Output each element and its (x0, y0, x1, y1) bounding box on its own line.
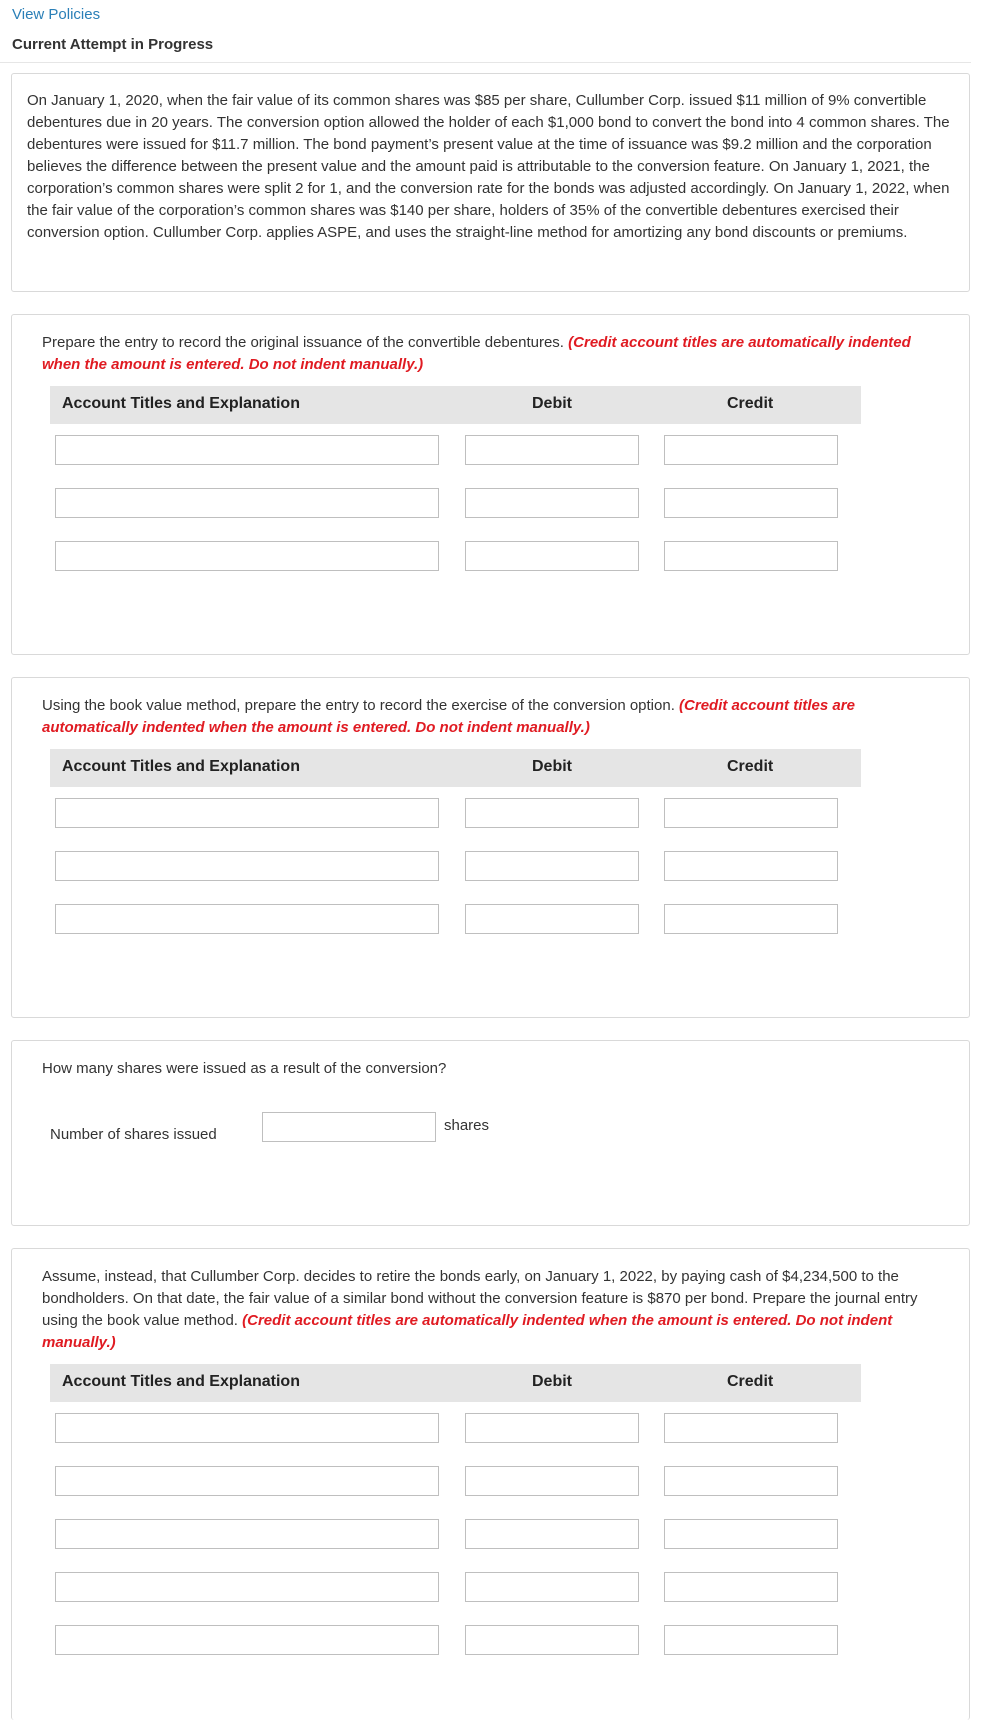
part-b-row-1-account-input[interactable] (55, 798, 439, 828)
part-a-row-3-account-input[interactable] (55, 541, 439, 571)
attempt-status: Current Attempt in Progress (12, 36, 214, 53)
part-b-card (11, 677, 970, 1018)
debit-column-header: Debit (532, 758, 572, 775)
part-d-row-2-debit-input[interactable] (465, 1466, 639, 1496)
part-d-row-5-credit-input[interactable] (664, 1625, 838, 1655)
part-a-row-3-credit-input[interactable] (664, 541, 838, 571)
part-d-row-3-credit-input[interactable] (664, 1519, 838, 1549)
part-a-note: (Credit account titles are automatically indented when the amount is entered. Do not indent manually.) (42, 334, 911, 373)
part-d-row-5-debit-input[interactable] (465, 1625, 639, 1655)
part-d-row-1-debit-input[interactable] (465, 1413, 639, 1443)
account-column-header: Account Titles and Explanation (62, 1373, 300, 1390)
part-d-row-1-credit-input[interactable] (664, 1413, 838, 1443)
part-a-row-1-debit-input[interactable] (465, 435, 639, 465)
view-policies-link[interactable]: View Policies (12, 6, 101, 23)
part-b-row-1-credit-input[interactable] (664, 798, 838, 828)
part-a-instruction-text: Prepare the entry to record the original issuance of the convertible debentures. (42, 334, 564, 351)
part-d-table-header (50, 1364, 861, 1402)
part-d-card (11, 1248, 970, 1720)
problem-card (11, 73, 970, 292)
shares-issued-input[interactable] (262, 1112, 436, 1142)
part-d-row-2-account-input[interactable] (55, 1466, 439, 1496)
part-b-table-header (50, 749, 861, 787)
shares-issued-label: Number of shares issued (50, 1126, 217, 1143)
credit-column-header: Credit (727, 395, 774, 412)
part-a-row-2-debit-input[interactable] (465, 488, 639, 518)
part-a-row-2-credit-input[interactable] (664, 488, 838, 518)
part-b-row-1-debit-input[interactable] (465, 798, 639, 828)
credit-column-header: Credit (727, 1373, 774, 1390)
account-column-header: Account Titles and Explanation (62, 395, 300, 412)
part-b-instruction (42, 695, 932, 739)
problem-text: On January 1, 2020, when the fair value of its common shares was $85 per share, Cullumber Corp. issued $11 million of 9% convertible debentures due in 20 years. The conversion option allowed the holder of each $1,000 bond to convert the bond into 4 common shares. The debentures were issued for $11.7 million. The bond payment’s present value at the time of issuance was $9.2 million and the corporation believes the difference between the present value and the amount paid is attributable to the conversion feature. On January 1, 2021, the corporation’s common shares were split 2 for 1, and the conversion rate for the bonds was adjusted accordingly. On January 1, 2022, when the fair value of the corporation’s common shares was $140 per share, holders of 35% of the convertible debentures exercised their conversion option. Cullumber Corp. applies ASPE, and uses the straight-line method for amortizing any bond discounts or premiums. (27, 92, 950, 241)
part-b-instruction-text: Using the book value method, prepare the entry to record the exercise of the conversion option. (42, 697, 675, 714)
part-b-row-3-debit-input[interactable] (465, 904, 639, 934)
debit-column-header: Debit (532, 395, 572, 412)
part-b-row-2-credit-input[interactable] (664, 851, 838, 881)
part-d-row-3-debit-input[interactable] (465, 1519, 639, 1549)
part-d-row-1-account-input[interactable] (55, 1413, 439, 1443)
part-c-card (11, 1040, 970, 1226)
part-b-row-3-credit-input[interactable] (664, 904, 838, 934)
part-d-instruction (42, 1266, 932, 1354)
part-a-table-header (50, 386, 861, 424)
part-d-row-4-credit-input[interactable] (664, 1572, 838, 1602)
shares-unit-label: shares (444, 1117, 490, 1134)
part-d-note: (Credit account titles are automatically indented when the amount is entered. Do not indent manually.) (42, 1312, 893, 1351)
part-d-row-2-credit-input[interactable] (664, 1466, 838, 1496)
part-b-row-2-account-input[interactable] (55, 851, 439, 881)
debit-column-header: Debit (532, 1373, 572, 1390)
part-a-row-3-debit-input[interactable] (465, 541, 639, 571)
header-bar (0, 0, 971, 63)
part-a-card (11, 314, 970, 655)
part-d-row-4-debit-input[interactable] (465, 1572, 639, 1602)
part-b-note: (Credit account titles are automatically indented when the amount is entered. Do not indent manually.) (42, 697, 855, 736)
part-a-row-2-account-input[interactable] (55, 488, 439, 518)
part-d-row-4-account-input[interactable] (55, 1572, 439, 1602)
part-d-row-3-account-input[interactable] (55, 1519, 439, 1549)
part-a-instruction (42, 332, 932, 376)
part-a-row-1-account-input[interactable] (55, 435, 439, 465)
part-d-instruction-text: Assume, instead, that Cullumber Corp. decides to retire the bonds early, on January 1, 2022, by paying cash of $4,234,500 to the bondholders. On that date, the fair value of a similar bond without the conversion feature is $870 per bond. Prepare the journal entry using the book value method. (42, 1268, 918, 1329)
part-c-question: How many shares were issued as a result of the conversion? (42, 1060, 447, 1077)
part-b-row-2-debit-input[interactable] (465, 851, 639, 881)
account-column-header: Account Titles and Explanation (62, 758, 300, 775)
credit-column-header: Credit (727, 758, 774, 775)
part-a-row-1-credit-input[interactable] (664, 435, 838, 465)
part-b-row-3-account-input[interactable] (55, 904, 439, 934)
part-d-row-5-account-input[interactable] (55, 1625, 439, 1655)
